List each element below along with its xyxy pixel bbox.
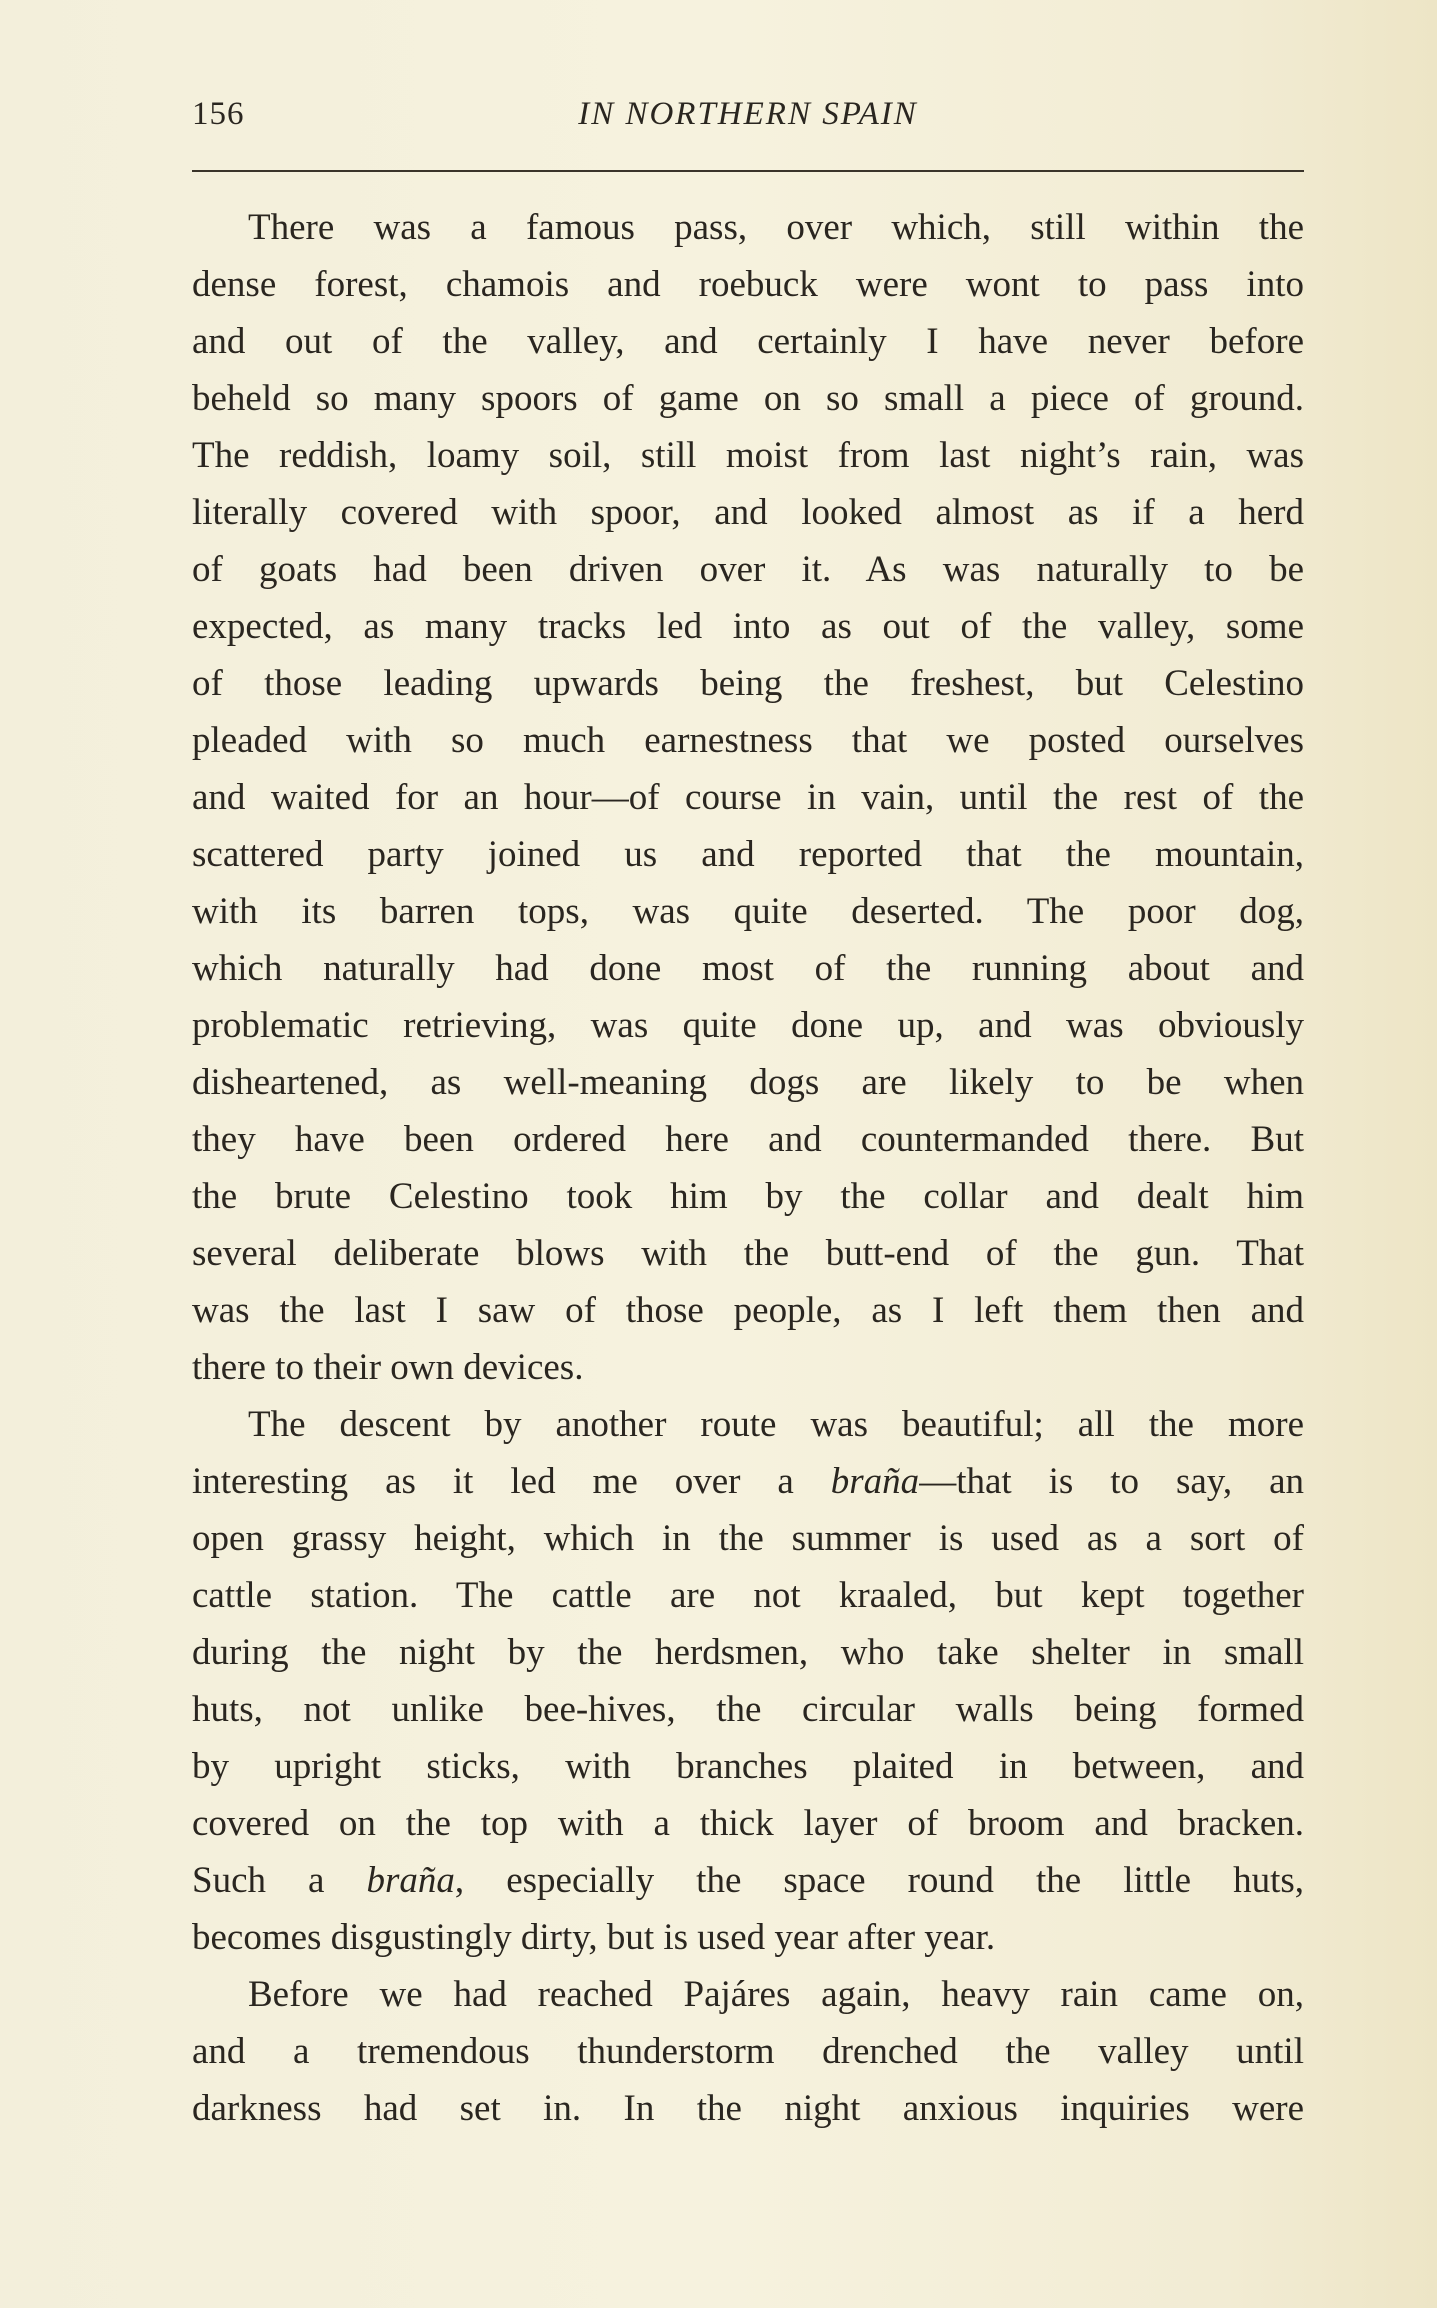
text-line: with its barren tops, was quite deserted. The poor dog, — [192, 891, 1304, 932]
text-line: and a tremendous thunderstorm drenched the valley until — [192, 2031, 1304, 2072]
text-line: was the last I saw of those people, as I left them then and — [192, 1290, 1304, 1331]
text-line-with-foreign-word — [192, 1852, 1304, 1909]
text-fragment: Such a — [192, 1860, 325, 1901]
foreign-word: braña — [366, 1860, 455, 1901]
text-line: covered on the top with a thick layer of broom and bracken. — [192, 1803, 1304, 1844]
text-fragment: , especially the space round the little huts, — [454, 1860, 1304, 1901]
text-line: Before we had reached Pajáres again, heavy rain came on, — [248, 1974, 1304, 2015]
text-line: which naturally had done most of the running about and — [192, 948, 1304, 989]
text-line: the brute Celestino took him by the collar and dealt him — [192, 1176, 1304, 1217]
text-line: The reddish, loamy soil, still moist from last night’s rain, was — [192, 435, 1304, 476]
text-line: expected, as many tracks led into as out of the valley, some — [192, 606, 1304, 647]
text-line: cattle station. The cattle are not kraaled, but kept together — [192, 1575, 1304, 1616]
page-header — [192, 96, 1304, 142]
text-line: and out of the valley, and certainly I have never before — [192, 321, 1304, 362]
text-line: dense forest, chamois and roebuck were wont to pass into — [192, 264, 1304, 305]
text-line: during the night by the herdsmen, who take shelter in small — [192, 1632, 1304, 1673]
text-line: they have been ordered here and countermanded there. But — [192, 1119, 1304, 1160]
text-line: huts, not unlike bee-hives, the circular walls being formed — [192, 1689, 1304, 1730]
text-line: There was a famous pass, over which, still within the — [248, 207, 1304, 248]
text-line: pleaded with so much earnestness that we posted ourselves — [192, 720, 1304, 761]
text-line: disheartened, as well-meaning dogs are likely to be when — [192, 1062, 1304, 1103]
paragraph-3 — [192, 1966, 1304, 2137]
text-line: darkness had set in. In the night anxious inquiries were — [192, 2088, 1304, 2129]
text-fragment: interesting as it led me over a — [192, 1461, 794, 1502]
text-line: becomes disgustingly dirty, but is used year after year. — [192, 1917, 996, 1958]
text-line: by upright sticks, with branches plaited in between, and — [192, 1746, 1304, 1787]
text-line-with-foreign-word — [192, 1453, 1304, 1510]
text-line: literally covered with spoor, and looked almost as if a herd — [192, 492, 1304, 533]
text-line: of goats had been driven over it. As was naturally to be — [192, 549, 1304, 590]
text-line: of those leading upwards being the freshest, but Celestino — [192, 663, 1304, 704]
running-head: IN NORTHERN SPAIN — [578, 96, 918, 132]
text-line: and waited for an hour—of course in vain, until the rest of the — [192, 777, 1304, 818]
text-line: problematic retrieving, was quite done up, and was obviously — [192, 1005, 1304, 1046]
text-fragment: that is to say, an — [956, 1461, 1305, 1502]
text-line: beheld so many spoors of game on so small a piece of ground. — [192, 378, 1304, 419]
text-line: several deliberate blows with the butt-end of the gun. That — [192, 1233, 1304, 1274]
paragraph-1 — [192, 199, 1304, 1396]
text-line: open grassy height, which in the summer is used as a sort of — [192, 1518, 1304, 1559]
header-rule — [192, 170, 1304, 172]
text-line: scattered party joined us and reported that the mountain, — [192, 834, 1304, 875]
text-line: The descent by another route was beautiful; all the more — [248, 1404, 1304, 1445]
paragraph-2 — [192, 1396, 1304, 1966]
em-dash: — — [919, 1461, 957, 1502]
body-text — [192, 199, 1304, 2137]
page-number: 156 — [192, 96, 245, 132]
text-line: there to their own devices. — [192, 1347, 584, 1388]
foreign-word: braña — [830, 1461, 920, 1502]
